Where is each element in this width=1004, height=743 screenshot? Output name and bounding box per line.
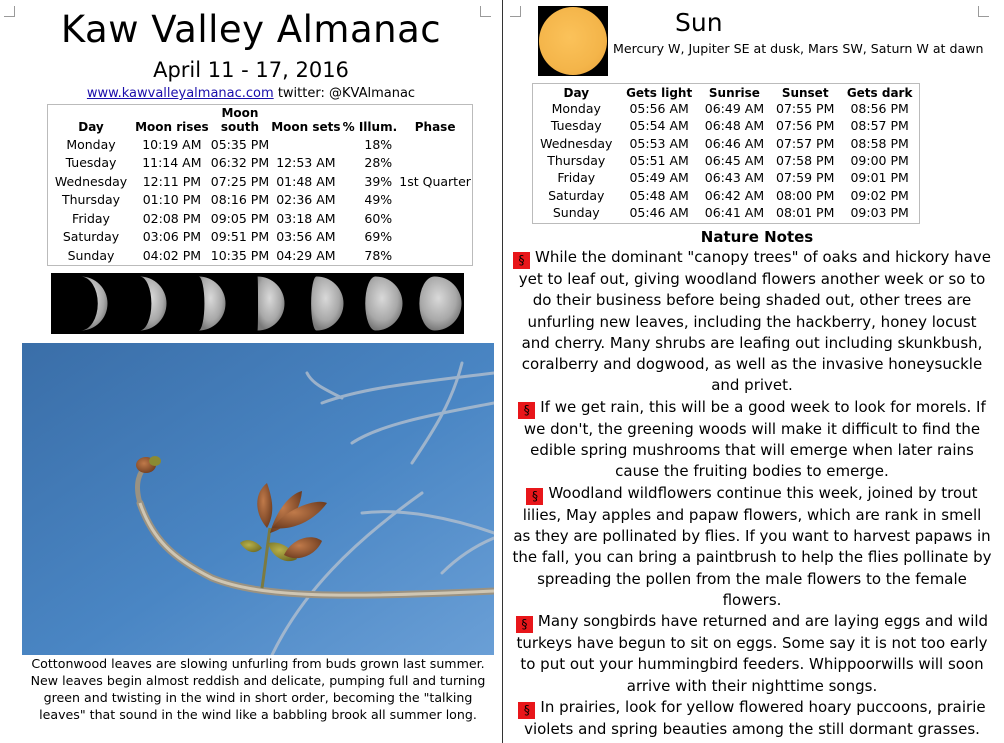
website-link[interactable]: www.kawvalleyalmanac.com bbox=[86, 86, 274, 101]
table-row bbox=[48, 228, 472, 247]
section-marker-icon: § bbox=[513, 252, 530, 269]
moon-phase-icon bbox=[311, 277, 343, 331]
nature-notes-heading: Nature Notes bbox=[700, 228, 814, 246]
cell-sunrise: 06:42 AM bbox=[704, 187, 765, 203]
nature-note-text: Many songbirds have returned and are laying eggs and wild turkeys have begun to sit on eggs. Some say it is not too early to put out your hummingbird feeders. Whippoorwills will soon arrive with their nighttime songs. bbox=[516, 612, 989, 695]
col-sunrise: Sunrise bbox=[708, 85, 760, 100]
cell-south: 05:35 PM bbox=[210, 136, 270, 152]
nature-note-text: While the dominant "canopy trees" of oaks and hickory have yet to leaf out, giving woodland flowers another week or so to do their business before being shaded out, other trees are unfurling new leaves, including the hackberry, honey locust and cherry. Many shrubs are leafing out including skunkbush, coralberry and dogwood, as well as the invasive honeysuckle and privet. bbox=[518, 248, 991, 395]
section-marker-icon: § bbox=[526, 488, 543, 505]
cell-day: Wednesday bbox=[54, 173, 128, 189]
table-row bbox=[48, 172, 472, 191]
table-row bbox=[48, 191, 472, 210]
table-row bbox=[533, 117, 919, 134]
nature-notes bbox=[512, 247, 992, 740]
cell-day: Friday bbox=[557, 170, 596, 186]
sun-icon bbox=[538, 6, 608, 76]
cell-south: 09:05 PM bbox=[210, 210, 270, 226]
cell-day: Thursday bbox=[547, 153, 606, 169]
col-day: Day bbox=[78, 120, 104, 134]
cell-dark: 08:56 PM bbox=[850, 101, 909, 117]
table-row bbox=[533, 204, 919, 221]
table-row bbox=[48, 154, 472, 173]
nature-note bbox=[512, 397, 992, 483]
cell-sunrise: 06:45 AM bbox=[704, 153, 765, 169]
photo-caption: Cottonwood leaves are slowing unfurling from buds grown last summer. New leaves begin almost reddish and delicate, pumping full and turning green and twisting in the wind in short order, becoming the "talking leaves" that sound in the wind like a babbling brook all summer long. bbox=[30, 656, 486, 722]
moon-phase-icon bbox=[140, 277, 167, 331]
cell-sunset: 07:55 PM bbox=[776, 101, 835, 117]
table-row bbox=[533, 135, 919, 152]
table-row bbox=[533, 169, 919, 186]
cell-sunset: 07:57 PM bbox=[776, 135, 835, 151]
cell-phase bbox=[398, 228, 472, 247]
cell-phase bbox=[398, 154, 472, 173]
moon-table-header bbox=[48, 105, 472, 135]
cell-illum: 60% bbox=[364, 210, 393, 226]
margin-mark bbox=[510, 6, 521, 17]
table-row bbox=[48, 209, 472, 228]
cell-sunrise: 06:49 AM bbox=[704, 101, 765, 117]
cell-light: 05:46 AM bbox=[629, 204, 689, 220]
cell-sunset: 07:58 PM bbox=[776, 153, 835, 169]
cell-dark: 09:02 PM bbox=[850, 187, 909, 203]
cell-day: Tuesday bbox=[550, 118, 602, 134]
margin-mark bbox=[978, 6, 989, 17]
cell-day: Monday bbox=[551, 101, 601, 117]
col-sunset: Sunset bbox=[781, 85, 829, 100]
cell-sets: 03:18 AM bbox=[276, 210, 336, 226]
nature-note-text: Woodland wildflowers continue this week, joined by trout lilies, May apples and papaw flowers, which are rank in smell as they are pollinated by flies. If you want to harvest papaws in the fall, you can bring a paintbrush to help the flies pollinate by spreading the pollen from the male flowers to the female flowers. bbox=[512, 483, 992, 609]
cell-day: Saturday bbox=[548, 187, 605, 203]
cell-south: 09:51 PM bbox=[210, 229, 270, 245]
cell-sets bbox=[270, 135, 341, 154]
col-gets-light: Gets light bbox=[626, 85, 693, 100]
cell-illum: 69% bbox=[364, 229, 393, 245]
cell-sunrise: 06:46 AM bbox=[704, 135, 765, 151]
cell-light: 05:54 AM bbox=[629, 118, 689, 134]
cell-phase bbox=[398, 246, 472, 265]
section-marker-icon: § bbox=[518, 702, 535, 719]
cell-south: 06:32 PM bbox=[210, 155, 270, 171]
cottonwood-photo bbox=[22, 343, 494, 655]
sun-heading: Sun bbox=[675, 8, 723, 37]
table-row bbox=[48, 246, 472, 265]
sun-table-header bbox=[533, 84, 919, 100]
moon-phase-icon bbox=[258, 277, 285, 331]
cell-sets: 12:53 AM bbox=[276, 155, 336, 171]
cell-south: 08:16 PM bbox=[210, 192, 270, 208]
cell-dark: 09:00 PM bbox=[850, 153, 909, 169]
almanac-title: Kaw Valley Almanac bbox=[60, 8, 442, 51]
moon-phase-icon bbox=[365, 277, 402, 331]
cell-sets: 04:29 AM bbox=[276, 247, 336, 263]
col-gets-dark: Gets dark bbox=[846, 85, 913, 100]
cell-sunset: 07:59 PM bbox=[776, 170, 835, 186]
cell-rises: 11:14 AM bbox=[142, 155, 202, 171]
cell-dark: 09:03 PM bbox=[850, 204, 909, 220]
cell-day: Sunday bbox=[552, 204, 600, 220]
cell-phase: 1st Quarter bbox=[399, 173, 471, 189]
moon-phase-icon bbox=[81, 277, 108, 331]
cell-sunset: 08:00 PM bbox=[776, 187, 835, 203]
table-row bbox=[533, 186, 919, 203]
cell-sets: 01:48 AM bbox=[276, 173, 336, 189]
cell-sunrise: 06:41 AM bbox=[704, 204, 765, 220]
cell-illum: 49% bbox=[364, 192, 393, 208]
cell-light: 05:49 AM bbox=[629, 170, 689, 186]
cell-sunset: 07:56 PM bbox=[776, 118, 835, 134]
nature-note-text: If we get rain, this will be a good week to look for morels. If we don't, the greening woods will make it difficult to find the edible spring mushrooms that will emerge when later rains cause the fruiting bodies to emerge. bbox=[523, 397, 986, 481]
cell-rises: 12:11 PM bbox=[142, 173, 202, 189]
web-links bbox=[0, 86, 502, 101]
table-row bbox=[533, 100, 919, 117]
cell-rises: 03:06 PM bbox=[142, 229, 202, 245]
moon-table bbox=[47, 104, 473, 266]
table-row bbox=[48, 135, 472, 154]
date-range: April 11 - 17, 2016 bbox=[153, 58, 349, 82]
nature-note-text: In prairies, look for yellow flowered hoary puccoons, prairie violets and spring beauties among the still dormant grasses. bbox=[524, 698, 986, 739]
cell-rises: 04:02 PM bbox=[142, 247, 202, 263]
moon-phase-strip bbox=[51, 273, 464, 334]
cell-dark: 08:58 PM bbox=[850, 135, 909, 151]
col-day: Day bbox=[563, 85, 590, 100]
cell-phase bbox=[398, 135, 472, 154]
col-illumination: % Illum. bbox=[342, 120, 398, 134]
cell-illum: 18% bbox=[364, 136, 393, 152]
cell-rises: 01:10 PM bbox=[142, 192, 202, 208]
cell-day: Saturday bbox=[62, 229, 120, 245]
cell-illum: 39% bbox=[364, 173, 393, 189]
cell-light: 05:51 AM bbox=[629, 153, 689, 169]
col-moon-sets: Moon sets bbox=[271, 120, 341, 134]
col-phase: Phase bbox=[414, 120, 456, 134]
cell-sunset: 08:01 PM bbox=[776, 204, 835, 220]
cell-day: Monday bbox=[66, 136, 116, 152]
nature-note bbox=[512, 483, 992, 611]
cell-day: Wednesday bbox=[540, 135, 613, 151]
nature-note bbox=[512, 697, 992, 740]
sun-table bbox=[532, 83, 920, 224]
cell-light: 05:48 AM bbox=[629, 187, 689, 203]
cell-south: 07:25 PM bbox=[210, 173, 270, 189]
moon-phase-icon bbox=[419, 277, 461, 331]
twitter-handle: twitter: @KVAlmanac bbox=[277, 86, 416, 101]
moon-phase-icon bbox=[199, 277, 226, 331]
nature-note bbox=[512, 611, 992, 697]
cell-dark: 09:01 PM bbox=[850, 170, 909, 186]
col-moon-south: Moon south bbox=[220, 106, 260, 134]
cell-illum: 28% bbox=[364, 155, 393, 171]
cell-sunrise: 06:48 AM bbox=[704, 118, 765, 134]
cell-day: Thursday bbox=[61, 192, 121, 208]
cell-light: 05:53 AM bbox=[629, 135, 689, 151]
cell-south: 10:35 PM bbox=[210, 247, 270, 263]
cell-dark: 08:57 PM bbox=[850, 118, 909, 134]
cell-day: Sunday bbox=[67, 247, 115, 263]
page-divider bbox=[502, 0, 503, 743]
cell-rises: 10:19 AM bbox=[142, 136, 202, 152]
cell-day: Tuesday bbox=[65, 155, 117, 171]
cell-illum: 78% bbox=[364, 247, 393, 263]
cell-light: 05:56 AM bbox=[629, 101, 689, 117]
planets-visibility: Mercury W, Jupiter SE at dusk, Mars SW, Saturn W at dawn bbox=[613, 41, 984, 56]
cell-sunrise: 06:43 AM bbox=[704, 170, 765, 186]
cell-sets: 03:56 AM bbox=[276, 229, 336, 245]
nature-note bbox=[512, 247, 992, 397]
section-marker-icon: § bbox=[518, 402, 535, 419]
table-row bbox=[533, 152, 919, 169]
cell-day: Friday bbox=[72, 210, 110, 226]
cell-phase bbox=[398, 191, 472, 210]
cell-rises: 02:08 PM bbox=[142, 210, 202, 226]
col-moon-rises: Moon rises bbox=[135, 120, 209, 134]
cell-sets: 02:36 AM bbox=[276, 192, 336, 208]
cell-phase bbox=[398, 209, 472, 228]
section-marker-icon: § bbox=[516, 616, 533, 633]
